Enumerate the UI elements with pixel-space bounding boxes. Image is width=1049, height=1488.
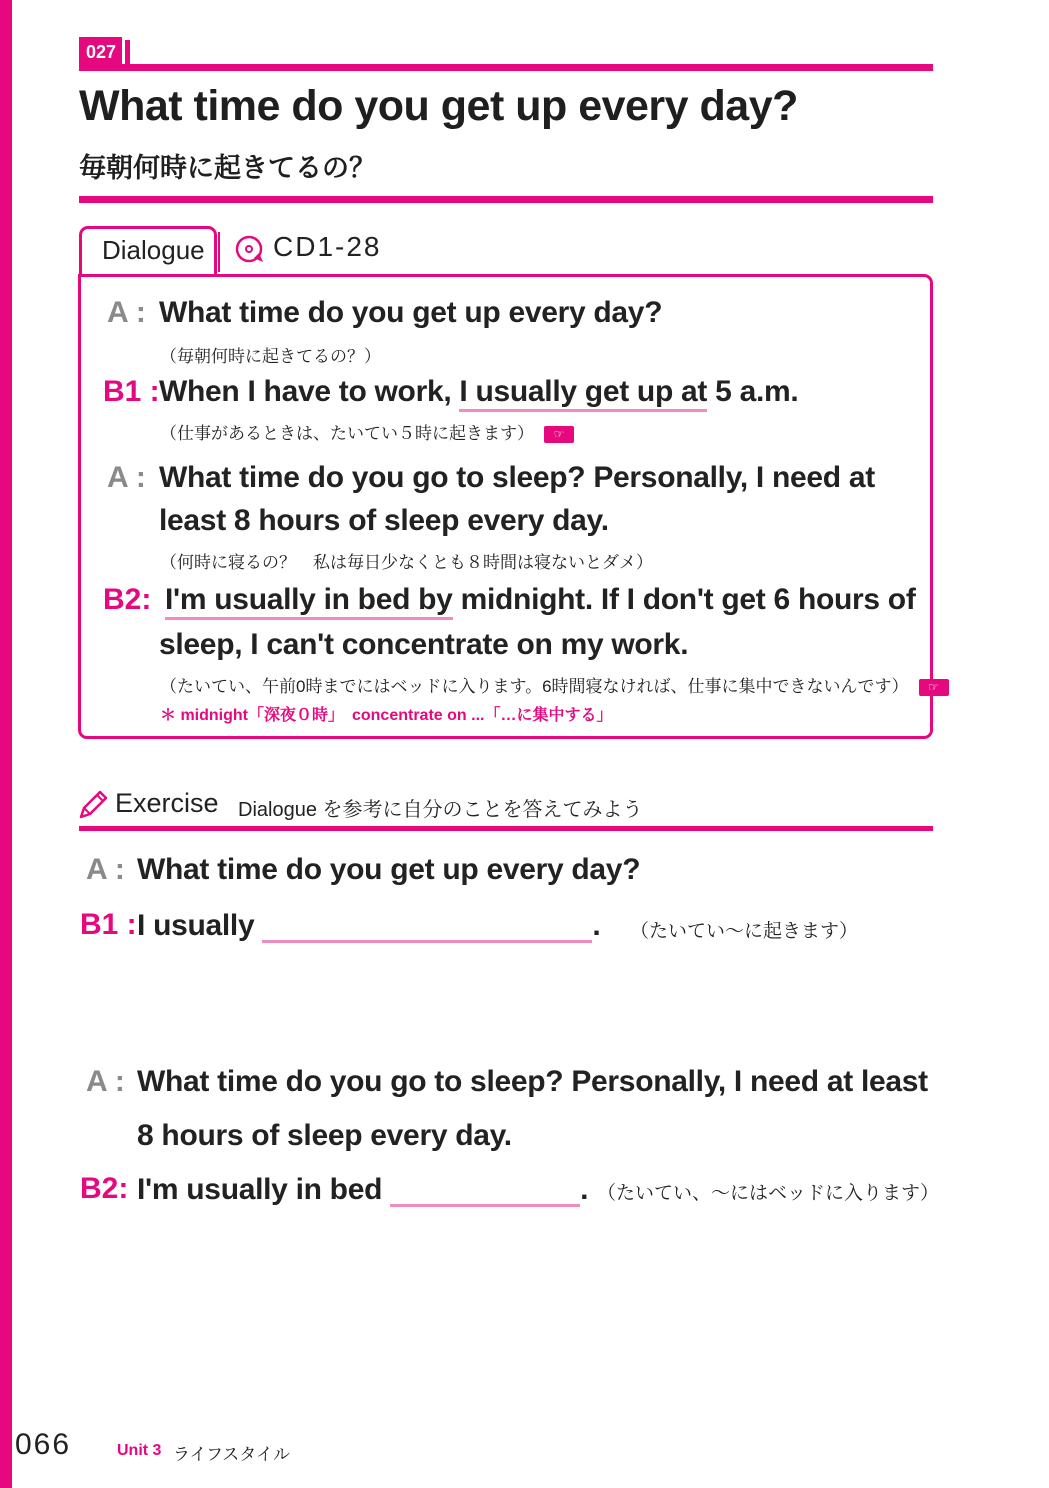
exercise-hint: （たいてい、〜にはベッドに入ります）: [597, 1183, 940, 1204]
period: .: [580, 1173, 589, 1206]
page-title: What time do you get up every day?: [79, 82, 798, 130]
tab-divider: [218, 232, 220, 272]
key-phrase: I usually get up at: [459, 375, 707, 412]
exercise-line-en: What time do you get up every day?: [137, 853, 641, 886]
line-text: I'm usually in bed: [137, 1173, 383, 1206]
dialogue-line-ja: [160, 419, 574, 444]
period: .: [592, 909, 601, 942]
speaker-a: A :: [107, 461, 146, 494]
exercise-hint: （たいてい〜に起きます）: [630, 921, 859, 942]
page-edge-bar: [0, 0, 12, 1488]
dialogue-line-ja: （何時に寝るの？ 私は毎日少なくとも８時間は寝ないとダメ）: [160, 553, 653, 572]
dialogue-line-en: What time do you get up every day?: [159, 296, 663, 329]
unit-label: Unit 3: [117, 1442, 162, 1459]
unit-title: ライフスタイル: [173, 1445, 290, 1464]
dialogue-line-ja: [160, 672, 949, 697]
dialogue-line-ja: （毎朝何時に起きてるの？）: [160, 347, 381, 366]
line-text: 5 a.m.: [707, 375, 799, 408]
exercise-label: Exercise: [115, 788, 219, 818]
page-subtitle: 毎朝何時に起きてるの？: [79, 153, 376, 183]
line-text: When I have to work,: [159, 375, 460, 408]
exercise-instruction: Dialogue を参考に自分のことを答えてみよう: [238, 799, 643, 821]
speaker-a: A :: [86, 1065, 125, 1098]
line-text: I usually: [137, 909, 255, 942]
cd-track-label: CD1-28: [273, 231, 382, 262]
dialogue-line-en: [165, 583, 916, 617]
exercise-rule: [79, 826, 933, 831]
dialogue-tab-label: Dialogue: [102, 235, 205, 265]
page-number: 066: [15, 1428, 72, 1461]
line-ja-text: （たいてい、午前0時までにはベッドに入ります。6時間寝なければ、仕事に集中できないんです）: [160, 677, 909, 696]
vocab-note: ＊ midnight「深夜０時」 concentrate on ...「…に集中する」: [160, 707, 613, 724]
header-bottom-rule: [79, 196, 933, 203]
answer-blank[interactable]: [390, 1172, 580, 1207]
dialogue-line-en: sleep, I can't concentrate on my work.: [159, 628, 689, 661]
pointing-hand-icon: ☞: [544, 426, 574, 443]
key-phrase: I'm usually in bed by: [165, 583, 453, 620]
speaker-b1: B1 :: [103, 375, 160, 408]
speaker-b2: B2:: [80, 1172, 129, 1205]
answer-blank[interactable]: [262, 908, 592, 943]
dialogue-tab: [79, 226, 217, 274]
header-top-rule: [79, 64, 933, 71]
pointing-hand-icon: ☞: [919, 679, 949, 696]
speaker-a: A :: [107, 296, 146, 329]
exercise-line-en: [137, 908, 600, 943]
line-ja-text: （仕事があるときは、たいてい５時に起きます）: [160, 424, 534, 443]
speaker-b1: B1 :: [80, 908, 137, 941]
speaker-b2: B2:: [103, 583, 152, 616]
exercise-line-en: 8 hours of sleep every day.: [137, 1119, 512, 1152]
cd-icon: [234, 234, 266, 266]
exercise-line-en: [137, 1172, 588, 1207]
dialogue-line-en: [159, 375, 798, 409]
pencil-icon: [78, 788, 110, 820]
line-text: midnight. If I don't get 6 hours of: [452, 583, 916, 616]
dialogue-line-en: least 8 hours of sleep every day.: [159, 504, 609, 537]
dialogue-line-en: What time do you go to sleep? Personally, I need at: [159, 461, 875, 494]
speaker-a: A :: [86, 853, 125, 886]
section-number-tick: [125, 40, 130, 66]
exercise-line-en: What time do you go to sleep? Personally, I need at least: [137, 1065, 928, 1098]
section-number: 027: [79, 37, 122, 69]
